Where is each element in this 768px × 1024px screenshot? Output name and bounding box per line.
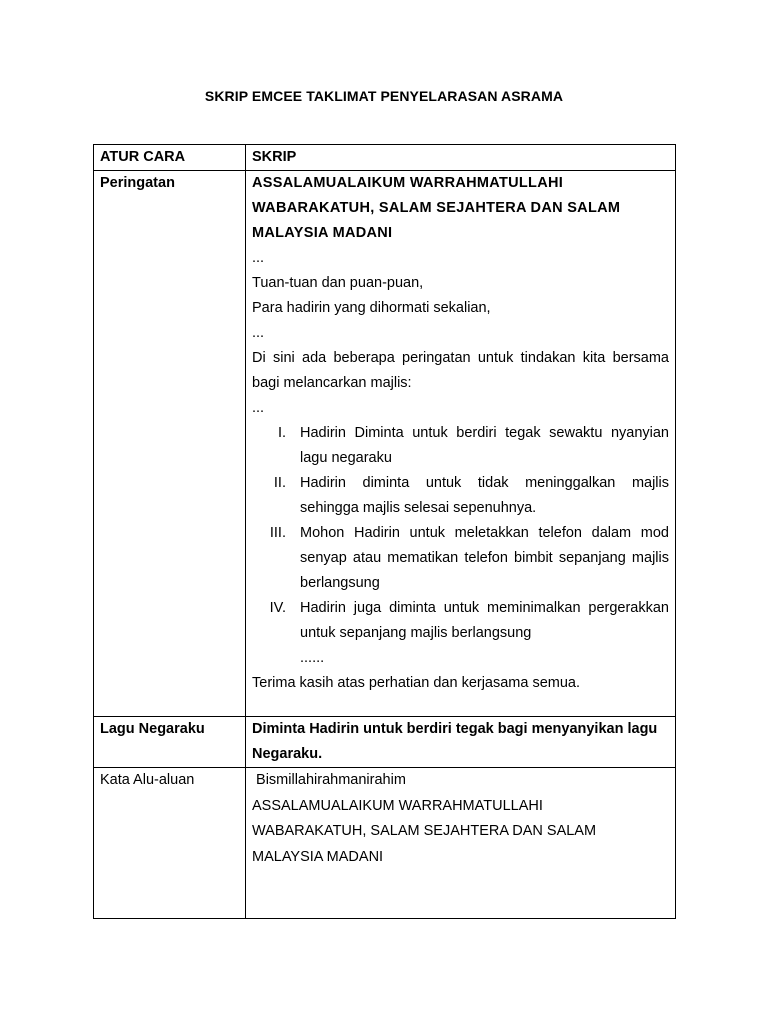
script-table	[93, 144, 676, 919]
list-item-text: Hadirin Diminta untuk berdiri tegak sewaktu nyanyian lagu negaraku	[300, 425, 669, 466]
closing-text: Terima kasih atas perhatian dan kerjasama semua.	[252, 675, 581, 691]
list-item	[252, 521, 669, 596]
table-header-row	[94, 145, 676, 171]
list-item-text: Hadirin diminta untuk tidak meninggalkan majlis sehingga majlis selesai sepenuhnya.	[300, 475, 669, 516]
row-content-kata-alu-aluan	[246, 768, 676, 919]
bismillah-line: Bismillahirahmanirahim	[252, 772, 406, 788]
list-item-text: Hadirin juga diminta untuk meminimalkan pergerakkan untuk sepanjang majlis berlangsung	[300, 600, 669, 641]
address-line: Tuan-tuan dan puan-puan,	[252, 275, 424, 291]
address-line: Para hadirin yang dihormati sekalian,	[252, 300, 491, 316]
list-number: IV.	[269, 600, 286, 616]
ellipsis: ...	[252, 400, 265, 416]
row-content-lagu-negaraku: Diminta Hadirin untuk berdiri tegak bagi menyanyikan lagu Negaraku.	[246, 717, 676, 768]
reminder-list	[252, 421, 669, 646]
list-item	[252, 596, 669, 646]
greeting-text: ASSALAMUALAIKUM WARRAHMATULLAHI WABARAKATUH, SALAM SEJAHTERA DAN SALAM MALAYSIA MADANI	[252, 797, 597, 865]
list-number: II.	[273, 475, 286, 491]
ellipsis: ......	[300, 650, 325, 666]
row-label-lagu-negaraku: Lagu Negaraku	[94, 717, 246, 768]
intro-paragraph: Di sini ada beberapa peringatan untuk tindakan kita bersama bagi melancarkan majlis:	[252, 350, 669, 391]
list-number: I.	[277, 425, 286, 441]
row-label-kata-alu-aluan: Kata Alu-aluan	[94, 768, 246, 919]
list-item	[252, 421, 669, 471]
document-title: SKRIP EMCEE TAKLIMAT PENYELARASAN ASRAMA	[204, 88, 564, 104]
table-row	[94, 768, 676, 919]
list-item-text: Mohon Hadirin untuk meletakkan telefon dalam mod senyap atau mematikan telefon bimbit sepanjang majlis berlangsung	[300, 525, 669, 591]
ellipsis: ...	[252, 250, 265, 266]
ellipsis: ...	[252, 325, 265, 341]
row-label-peringatan: Peringatan	[94, 171, 246, 717]
list-number: III.	[269, 525, 286, 541]
row-content-peringatan	[246, 171, 676, 717]
table-row	[94, 171, 676, 717]
header-atur-cara: ATUR CARA	[94, 145, 246, 171]
table-row	[94, 717, 676, 768]
header-skrip: SKRIP	[246, 145, 676, 171]
list-item	[252, 471, 669, 521]
greeting-text: ASSALAMUALAIKUM WARRAHMATULLAHI WABARAKATUH, SALAM SEJAHTERA DAN SALAM MALAYSIA MADANI	[252, 175, 621, 241]
